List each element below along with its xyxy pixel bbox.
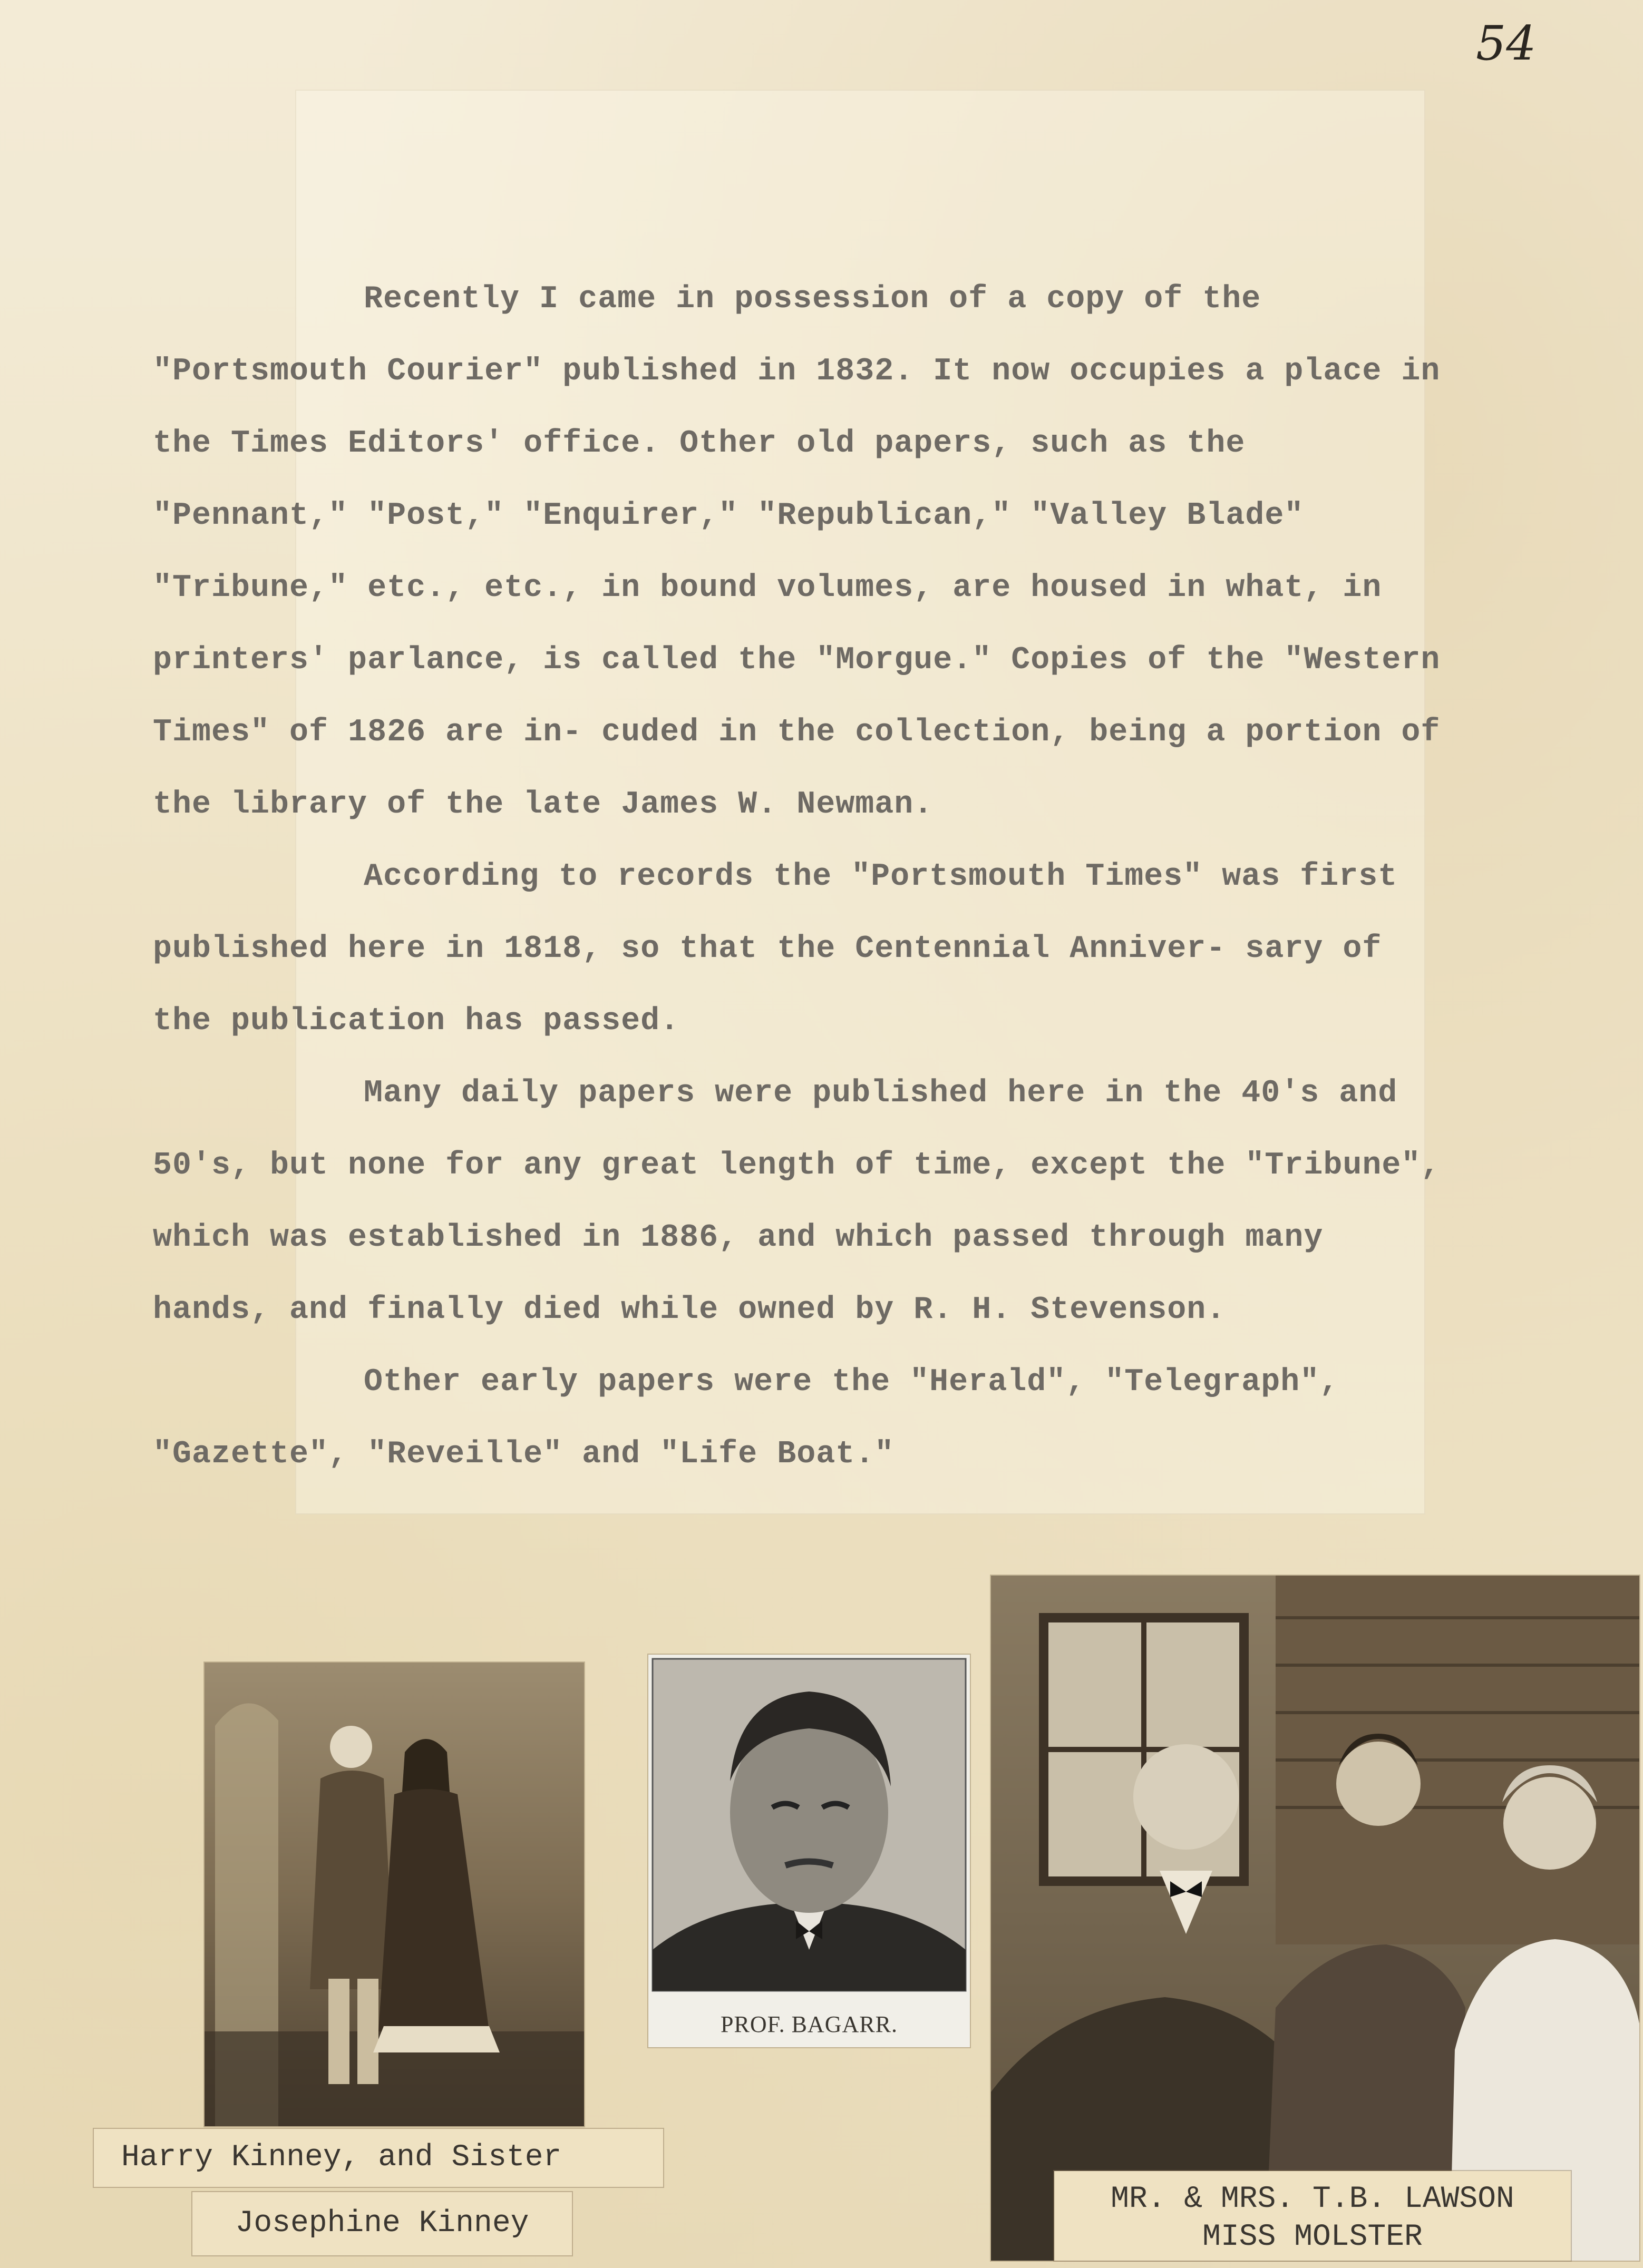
lawson-photo-image: [991, 1576, 1639, 2261]
page-number: 54: [1476, 16, 1537, 71]
paragraph-1: Recently I came in possession of a copy of the "Portsmouth Courier" published in 1832. It now occupies a place in the Times Editors' office. Other old papers, such as the "Pennant," "Post," "Enquirer," "Republican," "Valley Blade" "Tribune," etc., etc., in bound volumes, are housed in what, in printers' parlance, is called the "Morgue." Copies of the "Western Times" of 1826 are in- cuded in the collection, being a portion of the library of the late James W. Newman.: [153, 281, 1441, 823]
bagarr-caption: PROF. BAGARR.: [721, 2011, 898, 2037]
typed-text: [153, 263, 1450, 1491]
paragraph-4: Other early papers were the "Herald", "Telegraph", "Gazette", "Reveille" and "Life Boat.": [153, 1364, 1339, 1472]
lawson-caption-line2: MISS MOLSTER: [1202, 2220, 1423, 2254]
lawson-photo: [991, 1576, 1639, 2261]
paragraph-2: According to records the "Portsmouth Times" was first published here in 1818, so that the Centennial Anniver- sary of the publication has passed.: [153, 859, 1398, 1039]
lawson-caption: [1054, 2171, 1571, 2261]
bagarr-photo: [648, 1655, 970, 2047]
kinney-photo-image: [205, 1663, 584, 2126]
paragraph-3: Many daily papers were published here in the 40's and 50's, but none for any great length of time, except the "Tribune", which was established in 1886, and which passed through many hands, and finally died while owned by R. H. Stevenson.: [153, 1076, 1441, 1328]
bagarr-photo-image: [648, 1655, 970, 1997]
lawson-caption-line1: MR. & MRS. T.B. LAWSON: [1111, 2182, 1514, 2216]
kinney-photo: [205, 1663, 584, 2126]
kinney-caption-line2: Josephine Kinney: [192, 2192, 572, 2255]
kinney-caption-line1: Harry Kinney, and Sister: [94, 2129, 663, 2187]
